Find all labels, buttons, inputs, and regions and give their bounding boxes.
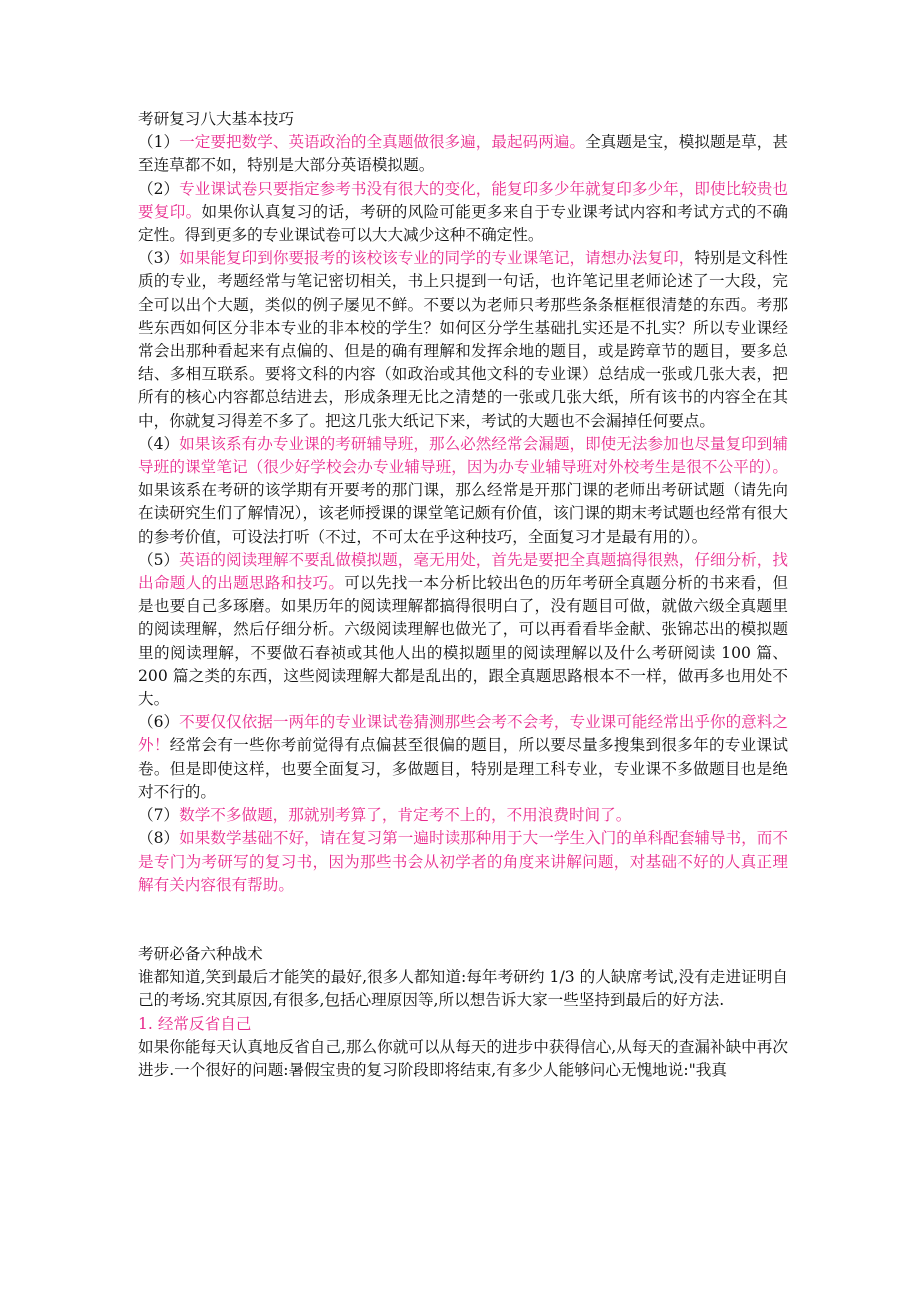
tip-5-rest: 可以先找一本分析比较出色的历年考研全真题分析的书来看，但是也要自己多琢磨。如果历年的阅读理解都搞得很明白了，没有题目可做，就做六级全真题里的阅读理解，然后仔细分析。六级阅读理解也做光了，可以再看看毕金献、张锦芯出的模拟题里的阅读理解，不要做石春祯或其他人出的模拟题里的阅读理解以及什么考研阅读 100 篇、200 篇之类的东西，这些阅读理解大都是乱出的，跟全真题思路根本不一样，做再多也用处不大。 bbox=[138, 574, 788, 709]
tip-6-highlight: 不要仅仅依据一两年的专业课试卷猜测那些会考不会考，专业课可能经常出乎你的意料之外！ bbox=[138, 713, 788, 755]
tip-7 bbox=[138, 804, 788, 827]
document-page bbox=[138, 108, 788, 1082]
tip-3-lead: （3） bbox=[138, 249, 180, 268]
tip-4 bbox=[138, 433, 788, 549]
tip-2-rest: 如果你认真复习的话，考研的风险可能更多来自于专业课考试内容和考试方式的不确定性。得到更多的专业课试卷可以大大减少这种不确定性。 bbox=[138, 202, 788, 245]
tip-1-lead: （1） bbox=[138, 133, 180, 152]
tip-1-rest: 全真题是宝，模拟题是草，甚至连草都不如，特别是大部分英语模拟题。 bbox=[138, 133, 788, 175]
tip-4-lead: （4） bbox=[138, 434, 180, 453]
tip-3-rest: 特别是文科性质的专业，考题经常与笔记密切相关，书上只提到一句话，也许笔记里老师论述了一大段，完全可以出个大题，类似的例子屡见不鲜。不要以为老师只考那些条条框框很清楚的东西。考那些东西如何区分非本专业的非本校的学生？如何区分学生基础扎实还是不扎实？所以专业课经常会出那种看起来有点偏的、但是的确有理解和发挥余地的题目，或是跨章节的题目，要多总结、多相互联系。要将文科的内容（如政治或其他文科的专业课）总结成一张或几张大表，把所有的核心内容都总结进去，形成条理无比之清楚的一张或几张大纸，所有该书的内容全在其中，你就复习得差不多了。把这几张大纸记下来，考试的大题也不会漏掉任何要点。 bbox=[138, 249, 788, 430]
section-spacer bbox=[138, 897, 788, 943]
tip-2 bbox=[138, 178, 788, 248]
tip-3-highlight: 如果能复印到你要报考的该校该专业的同学的专业课笔记，请想办法复印， bbox=[179, 249, 695, 268]
tip-4-highlight: 如果该系有办专业课的考研辅导班，那么必然经常会漏题，即使无法参加也尽量复印到辅导班的课堂笔记（很少好学校会办专业辅导班，因为办专业辅导班对外校考生是很不公平的）。 bbox=[138, 434, 788, 477]
tip-2-lead: （2） bbox=[138, 179, 180, 198]
tip-8-lead: （8） bbox=[138, 829, 180, 848]
section2-intro: 谁都知道,笑到最后才能笑的最好,很多人都知道:每年考研约 1/3 的人缺席考试,没有走进证明自己的考场.究其原因,有很多,包括心理原因等,所以想告诉大家一些坚持到最后的好方法. bbox=[138, 968, 788, 1010]
tip-4-rest: 如果该系在考研的该学期有开要考的那门课，那么经常是开那门课的老师出考研试题（请先向在读研究生们了解情况），该老师授课的课堂笔记颇有价值，该门课的期末考试题也经常有很大的参考价值，可设法打听（不过，不可太在乎这种技巧，全面复习才是最有用的）。 bbox=[138, 481, 788, 546]
tip-8-highlight: 如果数学基础不好，请在复习第一遍时读那种用于大一学生入门的单科配套辅导书，而不是专门为考研写的复习书，因为那些书会从初学者的角度来讲解问题，对基础不好的人真正理解有关内容很有帮助。 bbox=[138, 829, 788, 894]
point-1-text: 如果你能每天认真地反省自己,那么你就可以从每天的进步中获得信心,从每天的查漏补缺中再次进步.一个很好的问题:暑假宝贵的复习阶段即将结束,有多少人能够问心无愧地说:"我真 bbox=[138, 1037, 788, 1079]
tip-5 bbox=[138, 549, 788, 711]
section1-title: 考研复习八大基本技巧 bbox=[138, 110, 294, 128]
tip-6 bbox=[138, 711, 788, 804]
tip-1 bbox=[138, 131, 788, 177]
section2-title: 考研必备六种战术 bbox=[138, 944, 263, 963]
tip-5-lead: （5） bbox=[138, 550, 180, 569]
tip-1-highlight: 一定要把数学、英语政治的全真题做很多遍，最起码两遍。 bbox=[179, 133, 586, 152]
tip-6-lead: （6） bbox=[138, 713, 180, 732]
tip-7-highlight: 数学不多做题，那就别考算了，肯定考不上的，不用浪费时间了。 bbox=[179, 806, 632, 825]
tip-7-lead: （7） bbox=[138, 806, 180, 825]
tip-6-rest: 经常会有一些你考前觉得有点偏甚至很偏的题目，所以要尽量多搜集到很多年的专业课试卷。但是即使这样，也要全面复习，多做题目，特别是理工科专业，专业课不多做题目也是绝对不行的。 bbox=[138, 736, 788, 801]
tip-2-highlight: 专业课试卷只要指定参考书没有很大的变化，能复印多少年就复印多少年，即使比较贵也要复印。 bbox=[138, 179, 788, 221]
tip-3 bbox=[138, 247, 788, 433]
tip-8 bbox=[138, 827, 788, 897]
tip-5-highlight: 英语的阅读理解不要乱做模拟题，毫无用处，首先是要把全真题搞得很熟，仔细分析，找出命题人的出题思路和技巧。 bbox=[138, 550, 788, 593]
point-1-heading: 1. 经常反省自己 bbox=[138, 1014, 252, 1033]
